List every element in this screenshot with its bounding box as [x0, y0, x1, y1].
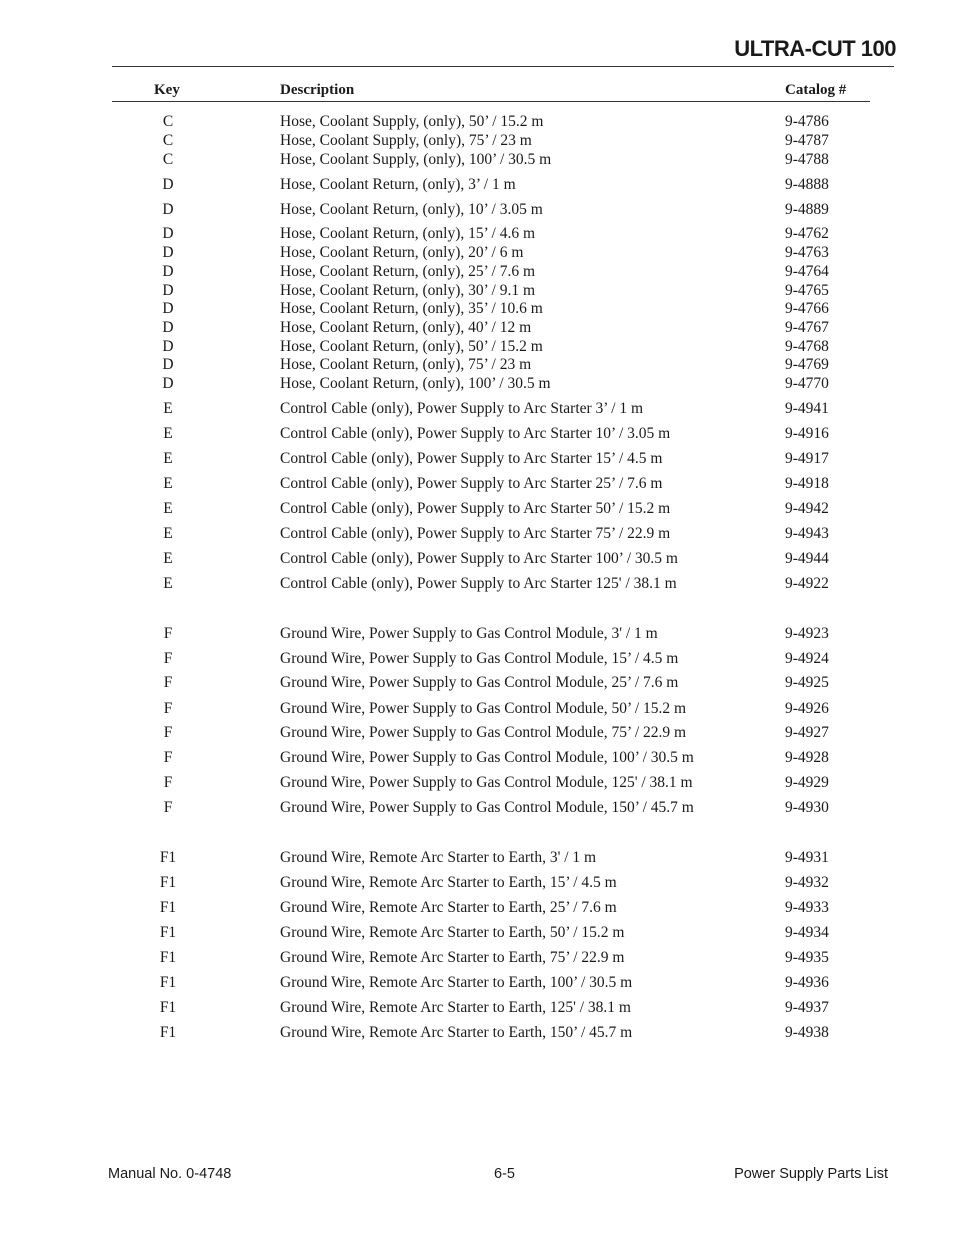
table-row	[0, 151, 954, 169]
row-description: Ground Wire, Power Supply to Gas Control Module, 100’ / 30.5 m	[280, 749, 694, 766]
row-catalog-number: 9-4937	[785, 999, 829, 1016]
table-row	[0, 263, 954, 281]
row-catalog-number: 9-4944	[785, 550, 829, 567]
row-catalog-number: 9-4928	[785, 749, 829, 766]
row-description: Ground Wire, Remote Arc Starter to Earth, 25’ / 7.6 m	[280, 899, 617, 916]
table-row	[0, 749, 954, 767]
table-row	[0, 650, 954, 668]
row-key: F1	[159, 974, 177, 991]
row-key: F1	[159, 924, 177, 941]
row-description: Ground Wire, Remote Arc Starter to Earth, 125' / 38.1 m	[280, 999, 631, 1016]
table-row	[0, 550, 954, 568]
row-catalog-number: 9-4766	[785, 300, 829, 317]
row-key: F	[163, 625, 173, 642]
table-row	[0, 724, 954, 742]
footer-section-title: Power Supply Parts List	[734, 1166, 888, 1182]
row-key: E	[163, 425, 173, 442]
row-catalog-number: 9-4943	[785, 525, 829, 542]
row-key: D	[162, 244, 174, 261]
table-row	[0, 113, 954, 131]
row-description: Ground Wire, Remote Arc Starter to Earth, 3' / 1 m	[280, 849, 597, 866]
row-description: Control Cable (only), Power Supply to Arc Starter 75’ / 22.9 m	[280, 525, 671, 542]
row-key: D	[162, 201, 174, 218]
row-description: Control Cable (only), Power Supply to Arc Starter 10’ / 3.05 m	[280, 425, 671, 442]
row-catalog-number: 9-4931	[785, 849, 829, 866]
row-key: C	[162, 151, 174, 168]
table-row	[0, 999, 954, 1017]
row-description: Ground Wire, Power Supply to Gas Control Module, 75’ / 22.9 m	[280, 724, 687, 741]
table-row	[0, 450, 954, 468]
row-catalog-number: 9-4770	[785, 375, 829, 392]
table-row	[0, 375, 954, 393]
row-key: D	[162, 375, 174, 392]
row-key: D	[162, 176, 174, 193]
row-key: F	[163, 724, 173, 741]
row-description: Ground Wire, Power Supply to Gas Control Module, 50’ / 15.2 m	[280, 700, 687, 717]
row-description: Control Cable (only), Power Supply to Arc Starter 125' / 38.1 m	[280, 575, 677, 592]
row-description: Hose, Coolant Supply, (only), 75’ / 23 m	[280, 132, 532, 149]
table-row	[0, 425, 954, 443]
row-key: F1	[159, 949, 177, 966]
row-description: Hose, Coolant Supply, (only), 100’ / 30.5 m	[280, 151, 552, 168]
row-key: F	[163, 799, 173, 816]
row-description: Hose, Coolant Return, (only), 50’ / 15.2 m	[280, 338, 543, 355]
row-description: Ground Wire, Remote Arc Starter to Earth, 15’ / 4.5 m	[280, 874, 617, 891]
row-catalog-number: 9-4936	[785, 974, 829, 991]
row-key: D	[162, 300, 174, 317]
row-key: E	[163, 575, 173, 592]
footer-page-number: 6-5	[494, 1166, 515, 1182]
row-key: F	[163, 700, 173, 717]
row-catalog-number: 9-4917	[785, 450, 829, 467]
row-description: Ground Wire, Remote Arc Starter to Earth, 100’ / 30.5 m	[280, 974, 633, 991]
row-key: D	[162, 338, 174, 355]
row-key: D	[162, 225, 174, 242]
table-row	[0, 1024, 954, 1042]
row-catalog-number: 9-4767	[785, 319, 829, 336]
row-catalog-number: 9-4924	[785, 650, 829, 667]
row-key: D	[162, 356, 174, 373]
row-key: E	[163, 550, 173, 567]
row-catalog-number: 9-4786	[785, 113, 829, 130]
table-row	[0, 132, 954, 150]
table-row	[0, 400, 954, 418]
row-key: F	[163, 650, 173, 667]
table-row	[0, 356, 954, 374]
row-description: Ground Wire, Remote Arc Starter to Earth, 75’ / 22.9 m	[280, 949, 625, 966]
row-description: Control Cable (only), Power Supply to Arc Starter 15’ / 4.5 m	[280, 450, 663, 467]
table-row	[0, 974, 954, 992]
row-catalog-number: 9-4918	[785, 475, 829, 492]
table-row	[0, 849, 954, 867]
table-row	[0, 282, 954, 300]
row-catalog-number: 9-4935	[785, 949, 829, 966]
column-header-catalog: Catalog #	[785, 82, 847, 98]
row-description: Ground Wire, Power Supply to Gas Control Module, 125' / 38.1 m	[280, 774, 693, 791]
row-description: Hose, Coolant Return, (only), 15’ / 4.6 m	[280, 225, 536, 242]
page-title: ULTRA-CUT 100	[734, 36, 896, 61]
table-row	[0, 924, 954, 942]
row-catalog-number: 9-4927	[785, 724, 829, 741]
row-description: Hose, Coolant Return, (only), 100’ / 30.5 m	[280, 375, 551, 392]
row-description: Hose, Coolant Return, (only), 25’ / 7.6 m	[280, 263, 536, 280]
table-row	[0, 874, 954, 892]
table-row	[0, 300, 954, 318]
row-catalog-number: 9-4787	[785, 132, 829, 149]
row-description: Hose, Coolant Return, (only), 40’ / 12 m	[280, 319, 532, 336]
column-header-description: Description	[280, 82, 355, 98]
table-row	[0, 475, 954, 493]
row-catalog-number: 9-4764	[785, 263, 829, 280]
row-key: E	[163, 475, 173, 492]
table-row	[0, 244, 954, 262]
row-catalog-number: 9-4929	[785, 774, 829, 791]
row-description: Control Cable (only), Power Supply to Arc Starter 3’ / 1 m	[280, 400, 644, 417]
table-row	[0, 575, 954, 593]
row-catalog-number: 9-4938	[785, 1024, 829, 1041]
table-row	[0, 625, 954, 643]
table-row	[0, 949, 954, 967]
row-description: Ground Wire, Power Supply to Gas Control Module, 15’ / 4.5 m	[280, 650, 679, 667]
row-key: F	[163, 749, 173, 766]
row-catalog-number: 9-4763	[785, 244, 829, 261]
row-key: C	[162, 132, 174, 149]
row-catalog-number: 9-4930	[785, 799, 829, 816]
row-description: Hose, Coolant Return, (only), 3’ / 1 m	[280, 176, 516, 193]
row-key: F1	[159, 999, 177, 1016]
table-row	[0, 319, 954, 337]
row-key: F	[163, 674, 173, 691]
row-key: F1	[159, 849, 177, 866]
table-row	[0, 674, 954, 692]
row-catalog-number: 9-4934	[785, 924, 829, 941]
table-row	[0, 500, 954, 518]
row-key: E	[163, 450, 173, 467]
row-key: F	[163, 774, 173, 791]
row-description: Hose, Coolant Return, (only), 35’ / 10.6 m	[280, 300, 543, 317]
row-key: D	[162, 319, 174, 336]
row-description: Hose, Coolant Return, (only), 75’ / 23 m	[280, 356, 532, 373]
table-row	[0, 201, 954, 219]
row-key: D	[162, 263, 174, 280]
row-catalog-number: 9-4932	[785, 874, 829, 891]
row-key: E	[163, 525, 173, 542]
row-description: Ground Wire, Power Supply to Gas Control Module, 25’ / 7.6 m	[280, 674, 679, 691]
row-catalog-number: 9-4788	[785, 151, 829, 168]
row-catalog-number: 9-4765	[785, 282, 829, 299]
row-catalog-number: 9-4916	[785, 425, 829, 442]
column-header-key: Key	[154, 82, 180, 98]
row-catalog-number: 9-4922	[785, 575, 829, 592]
row-catalog-number: 9-4926	[785, 700, 829, 717]
row-catalog-number: 9-4933	[785, 899, 829, 916]
table-row	[0, 899, 954, 917]
row-catalog-number: 9-4941	[785, 400, 829, 417]
row-description: Ground Wire, Power Supply to Gas Control Module, 150’ / 45.7 m	[280, 799, 694, 816]
table-row	[0, 799, 954, 817]
row-description: Ground Wire, Power Supply to Gas Control Module, 3' / 1 m	[280, 625, 658, 642]
row-key: C	[162, 113, 174, 130]
row-key: D	[162, 282, 174, 299]
table-row	[0, 176, 954, 194]
row-key: F1	[159, 1024, 177, 1041]
row-key: F1	[159, 874, 177, 891]
row-description: Ground Wire, Remote Arc Starter to Earth, 150’ / 45.7 m	[280, 1024, 633, 1041]
row-key: E	[163, 500, 173, 517]
row-catalog-number: 9-4923	[785, 625, 829, 642]
row-catalog-number: 9-4768	[785, 338, 829, 355]
row-catalog-number: 9-4888	[785, 176, 829, 193]
row-description: Ground Wire, Remote Arc Starter to Earth, 50’ / 15.2 m	[280, 924, 625, 941]
table-row	[0, 525, 954, 543]
footer-manual-number: Manual No. 0-4748	[108, 1166, 232, 1182]
row-description: Hose, Coolant Return, (only), 20’ / 6 m	[280, 244, 524, 261]
row-description: Control Cable (only), Power Supply to Arc Starter 50’ / 15.2 m	[280, 500, 671, 517]
table-row	[0, 774, 954, 792]
row-description: Hose, Coolant Return, (only), 30’ / 9.1 m	[280, 282, 536, 299]
row-catalog-number: 9-4925	[785, 674, 829, 691]
row-catalog-number: 9-4762	[785, 225, 829, 242]
row-description: Control Cable (only), Power Supply to Arc Starter 25’ / 7.6 m	[280, 475, 663, 492]
row-catalog-number: 9-4889	[785, 201, 829, 218]
table-row	[0, 338, 954, 356]
table-row	[0, 700, 954, 718]
row-catalog-number: 9-4942	[785, 500, 829, 517]
row-key: E	[163, 400, 173, 417]
row-catalog-number: 9-4769	[785, 356, 829, 373]
row-key: F1	[159, 899, 177, 916]
row-description: Control Cable (only), Power Supply to Arc Starter 100’ / 30.5 m	[280, 550, 678, 567]
table-row	[0, 225, 954, 243]
row-description: Hose, Coolant Supply, (only), 50’ / 15.2 m	[280, 113, 544, 130]
row-description: Hose, Coolant Return, (only), 10’ / 3.05 m	[280, 201, 543, 218]
